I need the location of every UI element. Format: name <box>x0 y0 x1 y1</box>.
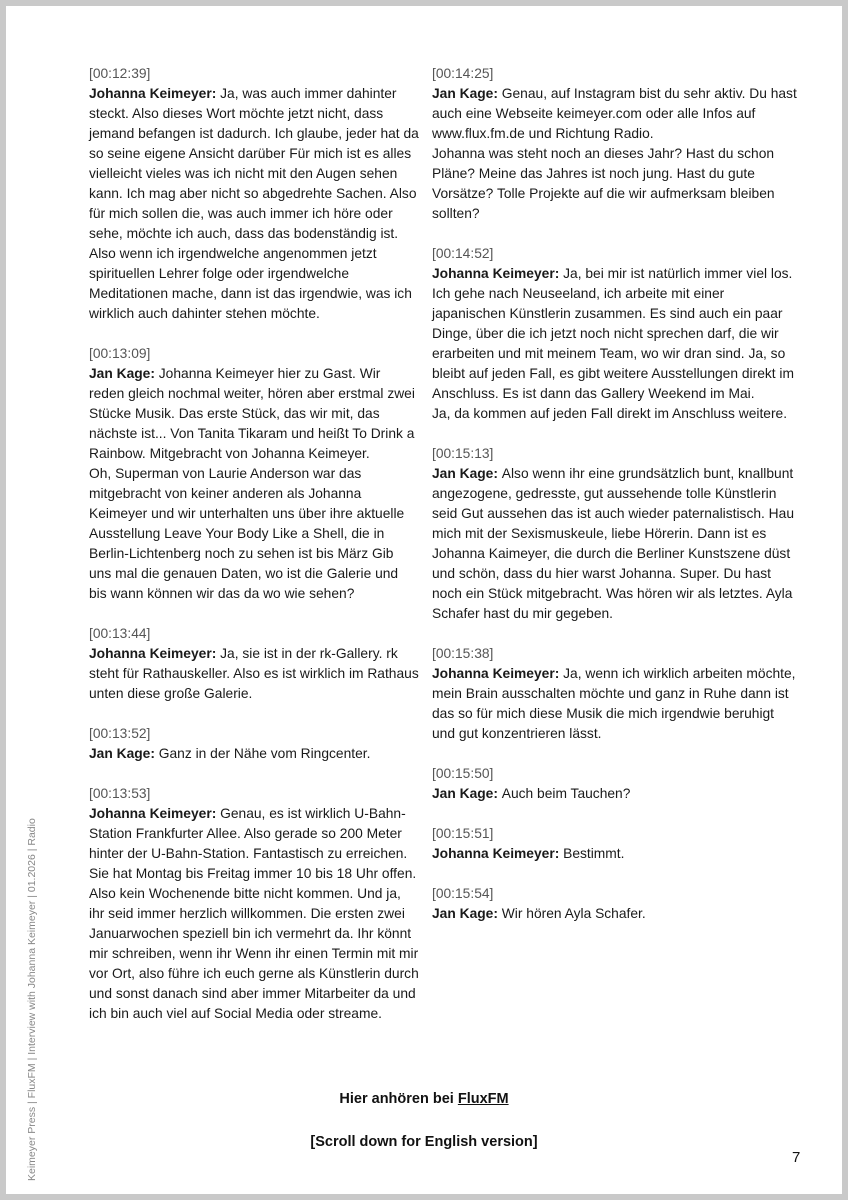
entry-text: Also wenn ihr eine grundsätzlich bunt, knallbunt angezogene, gedresste, gut aussehende tolle Künstlerin seid Gut aussehen das ist auch wieder paternalistisch. Hau mich mit der Sexismuskeule, liebe Hörerin. Dann ist es Johanna Kaimeyer, die durch die Berliner Kunstszene düst und schön, dass du hier warst Johanna. Super. Du hast noch ein Stück mitgebracht. Was hören wir als letztes. Ayla Schafer hast du mir gegeben. <box>432 466 794 621</box>
scroll-note: [Scroll down for English version] <box>310 1134 538 1150</box>
transcript-entry <box>89 344 419 604</box>
entry-text: Johanna Keimeyer hier zu Gast. Wir reden gleich nochmal weiter, hören aber erstmal zwei Stücke Musik. Das erste Stück, das wir mit, das nächste ist... Von Tanita Tikaram und heißt To Drink a Rainbow. Mitgebracht von Johanna Keimeyer. <box>89 366 415 461</box>
timestamp: [00:15:51] <box>432 826 494 841</box>
speaker-name: Johanna Keimeyer: <box>89 86 221 101</box>
speaker-name: Jan Kage: <box>432 466 502 481</box>
speaker-name: Jan Kage: <box>89 366 159 381</box>
speaker-name: Jan Kage: <box>432 786 502 801</box>
entry-text: Ja, was auch immer dahinter steckt. Also dieses Wort möchte jetzt nicht, dass jemand befangen ist dadurch. Ich glaube, jeder hat da so seine eigene Ansicht darüber Für mich ist es alles vielleicht vieles was ich nicht mit den Augen sehen kann. Ich mag aber nicht so abgedrehte Sachen. Also für mich sollen die, was auch immer ich höre oder sehe, möchte ich auch, dass das bodenständig ist. Also wenn ich irgendwelche angenommen jetzt spirituellen Lehrer folge oder irgendwelche Meditationen mache, dann ist das irgendwie, was ich wirklich auch dahinter stehen möchte. <box>89 86 419 321</box>
entry-text: Ja, wenn ich wirklich arbeiten möchte, mein Brain ausschalten möchte und ganz in Ruhe dann ist das so für mich diese Musik die mich irgendwie beruhigt und gut konzentrieren lässt. <box>432 666 796 741</box>
timestamp: [00:15:54] <box>432 886 494 901</box>
listen-prefix: Hier anhören bei <box>339 1091 458 1107</box>
entry-text: Bestimmt. <box>563 846 625 861</box>
transcript-entry <box>89 724 419 764</box>
entry-text: Genau, es ist wirklich U-Bahn-Station Frankfurter Allee. Also gerade so 200 Meter hinter der U-Bahn-Station. Fantastisch zu erreichen. Sie hat Montag bis Freitag immer 10 bis 18 Uhr offen. Also kein Wochenende bitte nicht kommen. Und ja, ihr seid immer herzlich willkommen. Die ersten zwei Januarwochen speziell bin ich vermehrt da. Ihr könnt mir schreiben, wenn ihr Wenn ihr einen Termin mit mir vor Ort, also führe ich euch gerne als Künstlerin durch und sonst danach sind aber immer Mitarbeiter da und ich bin auch viel auf Social Media oder streame. <box>89 806 419 1021</box>
transcript-entry <box>432 644 798 744</box>
transcript-entry <box>432 884 798 924</box>
right-column <box>432 64 798 944</box>
left-column <box>89 64 419 1044</box>
timestamp: [00:13:52] <box>89 726 151 741</box>
page <box>6 6 842 1194</box>
timestamp: [00:14:25] <box>432 66 494 81</box>
transcript-entry <box>89 624 419 704</box>
entry-text: Ja, sie ist in der rk-Gallery. rk steht für Rathauskeller. Also es ist wirklich im Rathaus unten diese große Galerie. <box>89 646 419 701</box>
timestamp: [00:12:39] <box>89 66 151 81</box>
entry-text: Ganz in der Nähe vom Ringcenter. <box>158 746 371 761</box>
entry-text-continued: Ja, da kommen auf jeden Fall direkt im Anschluss weitere. <box>432 406 788 421</box>
timestamp: [00:13:44] <box>89 626 151 641</box>
speaker-name: Johanna Keimeyer: <box>432 846 564 861</box>
listen-line <box>6 1091 842 1107</box>
speaker-name: Jan Kage: <box>432 906 502 921</box>
speaker-name: Johanna Keimeyer: <box>432 266 564 281</box>
timestamp: [00:15:50] <box>432 766 494 781</box>
transcript-entry <box>432 764 798 804</box>
entry-text: Auch beim Tauchen? <box>501 786 631 801</box>
transcript-entry <box>432 64 798 224</box>
page-number: 7 <box>792 1149 801 1166</box>
speaker-name: Jan Kage: <box>432 86 502 101</box>
transcript-entry <box>89 784 419 1024</box>
timestamp: [00:15:13] <box>432 446 494 461</box>
transcript-entry <box>89 64 419 324</box>
entry-text: Wir hören Ayla Schafer. <box>501 906 646 921</box>
timestamp: [00:13:53] <box>89 786 151 801</box>
speaker-name: Johanna Keimeyer: <box>89 806 221 821</box>
fluxfm-link[interactable]: FluxFM <box>457 1091 509 1107</box>
transcript-entry <box>432 824 798 864</box>
timestamp: [00:14:52] <box>432 246 494 261</box>
speaker-name: Johanna Keimeyer: <box>89 646 221 661</box>
side-label: Keimeyer Press | FluxFM | Interview with Johanna Keimeyer | 01.2026 | Radio <box>26 818 38 1181</box>
speaker-name: Johanna Keimeyer: <box>432 666 564 681</box>
speaker-name: Jan Kage: <box>89 746 159 761</box>
entry-text-continued: Johanna was steht noch an dieses Jahr? Hast du schon Pläne? Meine das Jahres ist noch jung. Hast du gute Vorsätze? Tolle Projekte auf die wir aufmerksam bleiben sollten? <box>432 146 775 221</box>
entry-text: Ja, bei mir ist natürlich immer viel los. Ich gehe nach Neuseeland, ich arbeite mit einer japanischen Künstlerin zusammen. Es sind auch ein paar Dinge, über die ich jetzt noch nicht sprechen darf, die wir erarbeiten und mit meinem Team, wo wir dran sind. Ja, so bleibt auf jeden Fall, es gibt weitere Ausstellungen direkt im Anschluss. Es ist dann das Gallery Weekend im Mai. <box>432 266 794 401</box>
timestamp: [00:15:38] <box>432 646 494 661</box>
transcript-entry <box>432 244 798 424</box>
transcript-entry <box>432 444 798 624</box>
timestamp: [00:13:09] <box>89 346 151 361</box>
entry-text: Genau, auf Instagram bist du sehr aktiv. Du hast auch eine Webseite keimeyer.com oder alle Infos auf www.flux.fm.de und Richtung Radio. <box>432 86 797 141</box>
entry-text-continued: Oh, Superman von Laurie Anderson war das mitgebracht von keiner anderen als Johanna Keimeyer und wir unterhalten uns über ihre aktuelle Ausstellung Leave Your Body Like a Shell, die in Berlin-Lichtenberg noch zu sehen ist bis März Gib uns mal die genauen Daten, wo ist die Galerie und bis wann können wir das da wo wie sehen? <box>89 466 405 601</box>
